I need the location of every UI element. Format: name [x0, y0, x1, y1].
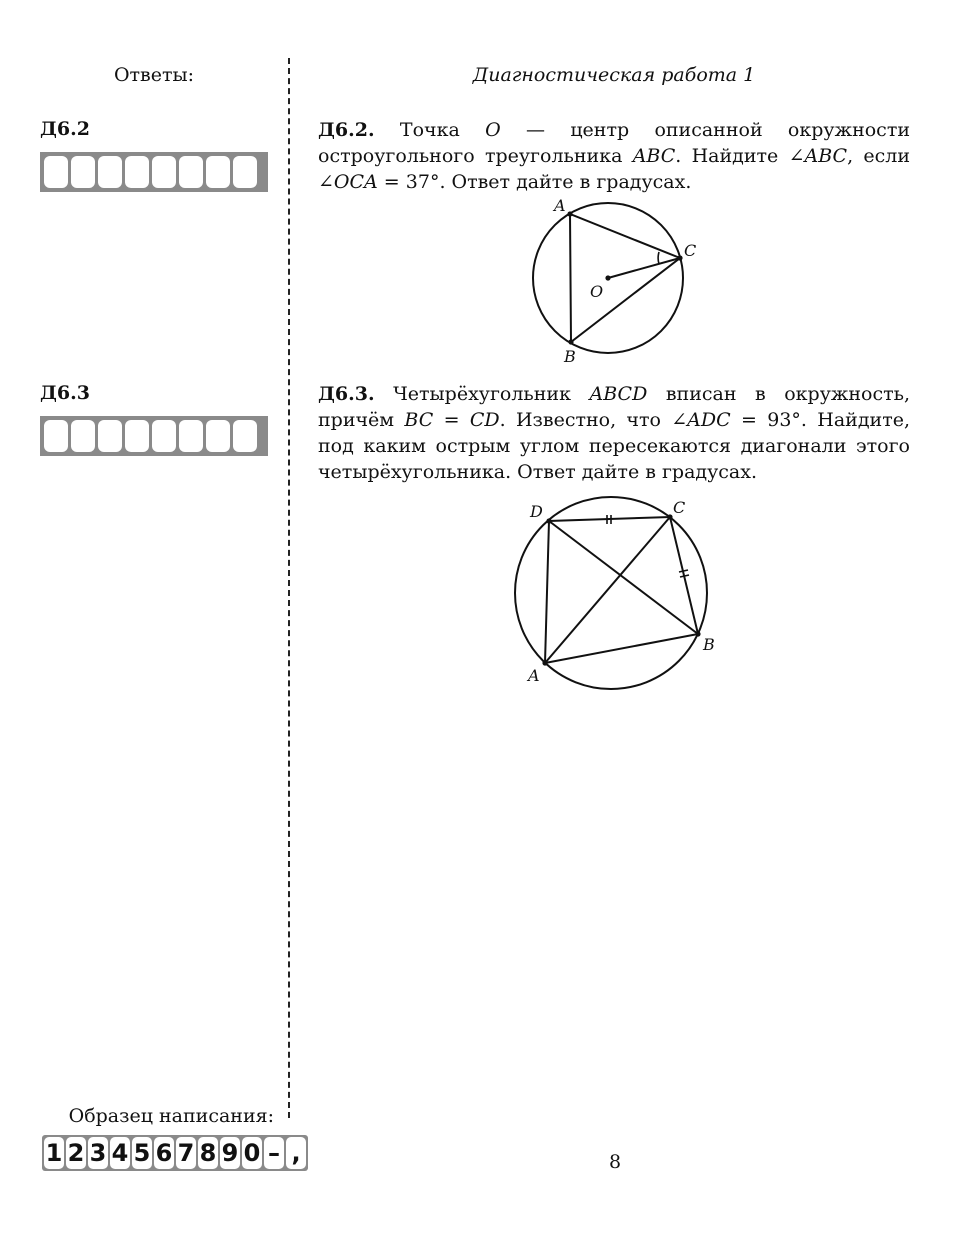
math-expression: BC	[404, 409, 434, 431]
segment-oc	[608, 258, 680, 278]
quadrilateral-abcd	[545, 517, 698, 663]
math-expression: CD	[469, 409, 500, 431]
sample-digit-cell: ,	[286, 1137, 306, 1169]
angle-oca-arc	[658, 252, 659, 264]
answer-label-d6-3: Д6.3	[40, 382, 90, 404]
diagonal-ac	[545, 517, 670, 663]
triangle-abc	[570, 214, 680, 342]
label-c: C	[673, 498, 686, 517]
label-b: B	[564, 347, 576, 366]
label-o: O	[590, 282, 604, 301]
sample-digit-cell: 3	[89, 1139, 107, 1167]
answer-cell[interactable]	[179, 156, 203, 188]
problem-d6-2	[318, 117, 910, 195]
label-b: B	[703, 635, 715, 654]
answer-cell[interactable]	[233, 156, 257, 188]
point-c	[677, 255, 682, 260]
sample-digits-row	[42, 1135, 308, 1171]
sample-digit-cell: 0	[243, 1139, 261, 1167]
point-b	[695, 631, 700, 636]
sample-digit-cell: 8	[199, 1139, 217, 1167]
cut-line-divider	[288, 58, 290, 1118]
answer-cell[interactable]	[125, 420, 149, 452]
problem-text: Четырёхугольник ABCD вписан в окружность, причём BC = CD. Известно, что ∠ADC = 93°. Найдите, под каким острым углом пересекаются диагонали этого четырёхугольника. Ответ дайте в градусах.	[318, 383, 910, 483]
math-expression: ABCD	[589, 383, 648, 405]
sample-digit-cell: 9	[221, 1139, 239, 1167]
answer-cell[interactable]	[98, 156, 122, 188]
answer-cell[interactable]	[44, 156, 68, 188]
sample-digit-cell: 5	[133, 1139, 151, 1167]
sample-digit-cell: –	[264, 1137, 284, 1169]
math-expression: ∠OCA	[318, 171, 378, 193]
label-d: D	[530, 502, 543, 521]
point-a	[542, 660, 547, 665]
math-expression: ∠ABC	[788, 145, 848, 167]
sample-digit-cell: 1	[45, 1139, 63, 1167]
answer-cell[interactable]	[206, 156, 230, 188]
answer-cell[interactable]	[152, 420, 176, 452]
problem-number: Д6.3.	[318, 383, 375, 405]
figure-d6-3	[505, 492, 725, 692]
point-d	[546, 518, 551, 523]
sample-digit-cell: 2	[67, 1139, 85, 1167]
answer-label-d6-2: Д6.2	[40, 118, 90, 140]
answer-cell[interactable]	[44, 420, 68, 452]
label-c: C	[684, 241, 697, 260]
answer-cell[interactable]	[71, 420, 95, 452]
figure-d6-2	[520, 192, 720, 367]
circumcircle	[515, 497, 707, 689]
answer-boxes-d6-2[interactable]	[40, 152, 268, 192]
problem-d6-3	[318, 381, 910, 485]
math-expression: ∠ADC	[671, 409, 731, 431]
point-a	[567, 211, 572, 216]
sample-label: Образец написания:	[68, 1105, 274, 1127]
label-a: A	[528, 666, 540, 685]
answer-cell[interactable]	[233, 420, 257, 452]
problem-text: Точка O — центр описанной окружности остроугольного треугольника ABC. Найдите ∠ABC, если ∠OCA = 37°. Ответ дайте в градусах.	[318, 119, 911, 193]
point-c	[667, 514, 672, 519]
sample-digit-cell: 6	[155, 1139, 173, 1167]
answers-title: Ответы:	[113, 64, 195, 86]
point-o	[605, 275, 610, 280]
label-a: A	[554, 196, 566, 215]
answer-cell[interactable]	[206, 420, 230, 452]
answer-cell[interactable]	[98, 420, 122, 452]
answer-cell[interactable]	[152, 156, 176, 188]
answer-cell[interactable]	[71, 156, 95, 188]
answer-cell[interactable]	[179, 420, 203, 452]
math-expression: O	[485, 119, 501, 141]
point-b	[568, 339, 573, 344]
answer-cell[interactable]	[125, 156, 149, 188]
math-expression: ABC	[632, 145, 676, 167]
answer-boxes-d6-3[interactable]	[40, 416, 268, 456]
sample-digit-cell: 7	[177, 1139, 195, 1167]
page-number: 8	[608, 1151, 622, 1173]
sample-digit-cell: 4	[111, 1139, 129, 1167]
problem-number: Д6.2.	[318, 119, 375, 141]
document-title: Диагностическая работа 1	[472, 64, 756, 86]
